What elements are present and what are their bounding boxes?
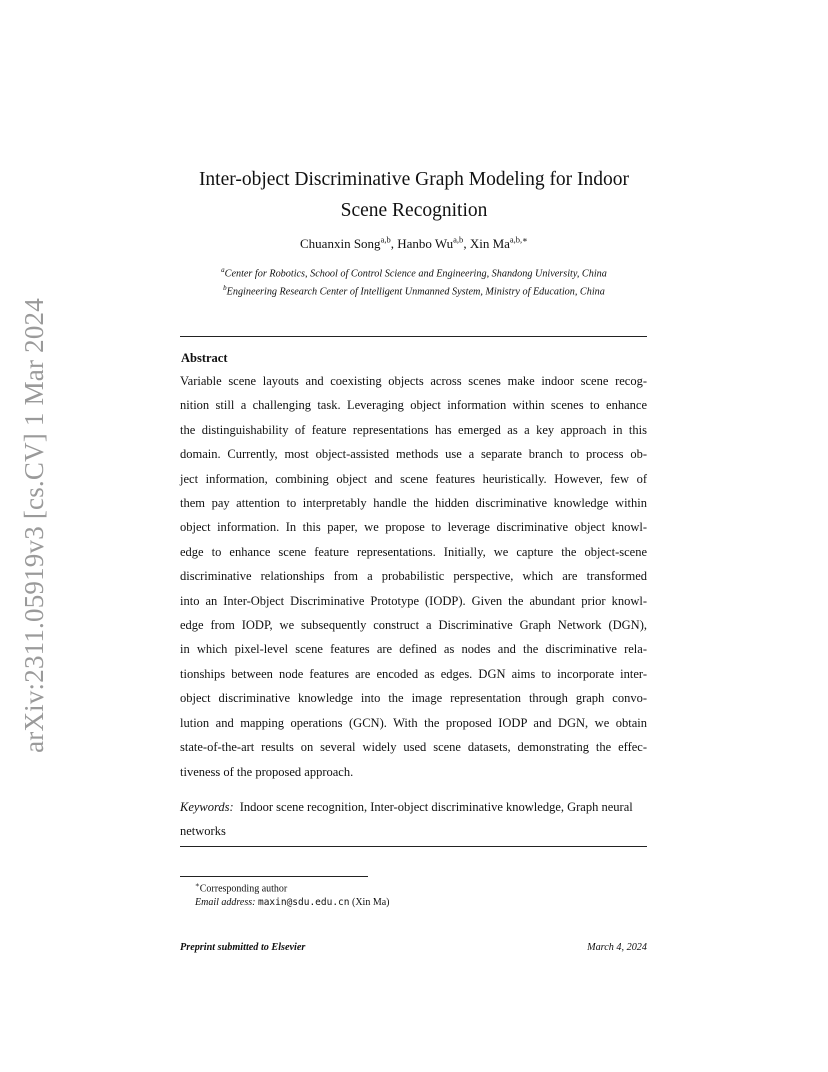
- author-list: [180, 235, 648, 252]
- abstract-line: tionships between node features are encoded as edges. DGN aims to incorporate inter-: [180, 666, 647, 681]
- paper-title: [180, 164, 648, 226]
- page-footer: [180, 942, 647, 953]
- abstract-line: object discriminative knowledge into the image representation through graph convo-: [180, 691, 647, 706]
- email-note: Email address: maxin@sdu.edu.cn (Xin Ma): [195, 896, 390, 908]
- keywords-label: Keywords:: [180, 800, 234, 814]
- corresponding-author-note: ∗Corresponding author: [195, 881, 288, 895]
- keywords-text: Indoor scene recognition, Inter-object discriminative knowledge, Graph neural networks: [180, 800, 633, 839]
- abstract-line: discriminative relationships from a probabilistic perspective, which are transformed: [180, 569, 647, 584]
- email-link[interactable]: maxin@sdu.edu.cn: [257, 896, 350, 908]
- author: Chuanxin Song$^{a,b}$,: [300, 235, 398, 252]
- abstract-bottom-rule: [180, 846, 647, 847]
- abstract-line: the distinguishability of feature representations has emerged as a key approach in this: [180, 422, 647, 437]
- abstract-line: into an Inter-Object Discriminative Prototype (IODP). Given the abundant prior knowl-: [180, 593, 647, 608]
- abstract-line: ject information, combining object and scene features heuristically. However, few of: [180, 471, 647, 486]
- arxiv-sidebar-stamp: [14, 290, 54, 760]
- footnote: [195, 879, 389, 909]
- footnote-rule: [180, 876, 368, 877]
- abstract-line: lution and mapping operations (GCN). With the proposed IODP and DGN, we obtain: [180, 715, 647, 730]
- abstract-heading: Abstract: [181, 351, 228, 365]
- author: Hanbo Wu$^{a,b}$,: [397, 235, 470, 252]
- abstract-line: edge to enhance scene feature representations. Initially, we capture the object-scene: [180, 544, 647, 559]
- author: Xin $Ma^{a,b,∗}$: [469, 235, 528, 252]
- keywords: [180, 795, 647, 844]
- abstract-line: state-of-the-art results on several widely used scene datasets, demonstrating the effec-: [180, 740, 647, 755]
- abstract-line: Variable scene layouts and coexisting objects across scenes make indoor scene recog-: [180, 374, 647, 388]
- title-line-2: Scene Recognition: [340, 200, 488, 221]
- abstract-line: them pay attention to interpretably handle the hidden discriminative knowledge within: [180, 496, 647, 511]
- title-line-1: Inter-object Discriminative Graph Modeling for Indoor: [198, 169, 630, 190]
- abstract-line: tiveness of the proposed approach.: [180, 764, 354, 779]
- arxiv-identifier: arXiv:2311.05919v3 [cs.CV] 1 Mar 2024: [18, 297, 49, 753]
- affiliation: $^a$Center for Robotics, School of Control Science and Engineering, Shandong University, China: [221, 266, 607, 280]
- abstract-line: in which pixel-level scene features are defined as nodes and the discriminative rela-: [180, 642, 647, 657]
- abstract-line: domain. Currently, most object-assisted methods use a separate branch to process ob-: [180, 447, 647, 462]
- abstract-top-rule: [180, 336, 647, 337]
- abstract-line: edge from IODP, we subsequently construct a Discriminative Graph Network (DGN),: [180, 618, 647, 633]
- affiliation: $^b$Engineering Research Center of Intelligent Unmanned System, Ministry of Education, China: [223, 284, 605, 298]
- preprint-note: Preprint submitted to Elsevier: [180, 942, 306, 953]
- abstract-body: [180, 369, 647, 784]
- abstract-line: object information. In this paper, we propose to leverage discriminative object knowl-: [180, 520, 647, 535]
- affiliations: [180, 263, 648, 300]
- footer-date: March 4, 2024: [587, 942, 647, 953]
- abstract-line: nition still a challenging task. Leveraging object information within scenes to enhance: [180, 398, 647, 413]
